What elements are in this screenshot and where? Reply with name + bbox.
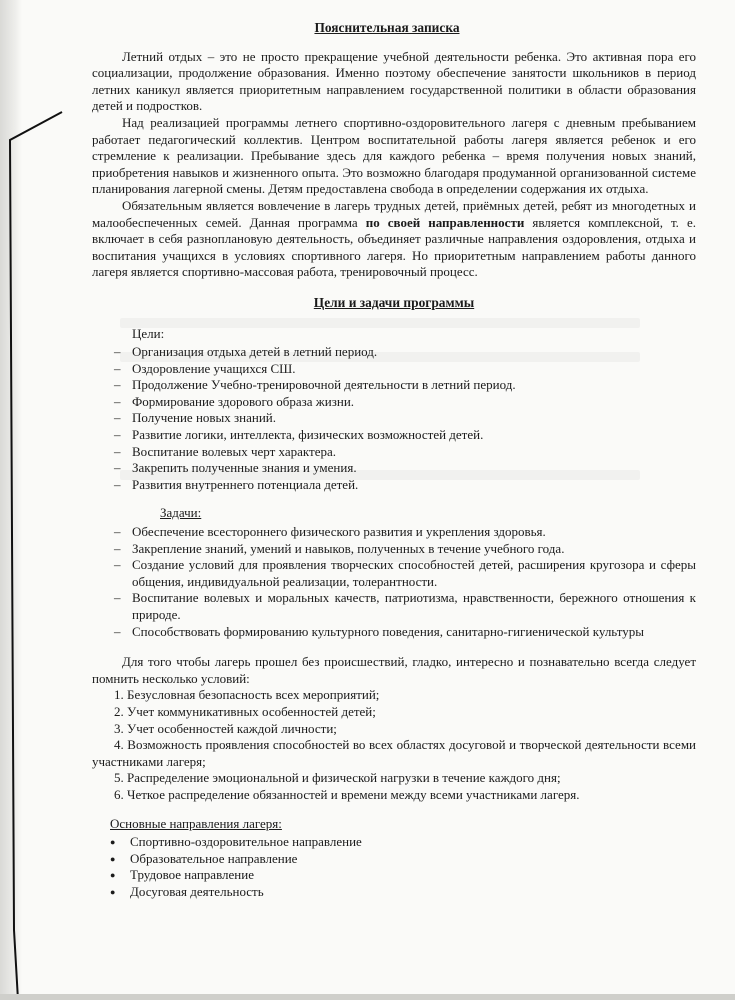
tasks-label: Задачи: (160, 505, 202, 521)
para3-text-end: является комплексной, т. е. включает в себя разноплановую деятельность, объединяет различные направления оздоровления, отдыха и воспитания учащихся в условиях спортивного лагеря. Но приоритетным направлением работы данного лагеря является спортивно-массовая работа, тренировочный процесс. (92, 214, 696, 280)
direction-item: ● Трудовое направление (92, 867, 696, 884)
goal-item: – Формирование здорового образа жизни. (92, 394, 696, 411)
condition-item: 4. Возможность проявления способностей во всех областях досуговой и творческой деятельности всеми участниками лагеря; (92, 737, 696, 769)
intro-paragraph-1: Летний отдых – это не просто прекращение учебной деятельности ребенка. Это активная пора его социализации, продолжение образования. Именно поэтому обеспечение занятости школьников в период летних каникул является приоритетным направлением государственной политики в области образования детей и подростков. (92, 48, 696, 114)
goal-item: – Продолжение Учебно-тренировочной деятельности в летний период. (92, 377, 696, 394)
goal-item: – Развитие логики, интеллекта, физических возможностей детей. (92, 427, 696, 444)
goals-label: Цели: (132, 325, 165, 341)
task-item: – Способствовать формированию культурного поведения, санитарно-гигиенической культуры (92, 624, 696, 641)
condition-item: 1. Безусловная безопасность всех мероприятий; (114, 687, 380, 703)
scan-edge-line (0, 0, 80, 1000)
goals-list (92, 344, 696, 493)
condition-item: 6. Четкое распределение обязанностей и времени между всеми участниками лагеря. (114, 786, 580, 802)
condition-item: 3. Учет особенностей каждой личности; (114, 720, 337, 736)
task-item: – Воспитание волевых и моральных качеств, патриотизма, нравственности, бережного отношения к природе. (92, 590, 696, 623)
goal-item: – Воспитание волевых черт характера. (92, 444, 696, 461)
intro-paragraph-3 (92, 198, 696, 281)
scan-bottom-edge (0, 994, 735, 1000)
document-body (92, 20, 696, 901)
goal-item: – Закрепить полученные знания и умения. (92, 460, 696, 477)
condition-item: 5. Распределение эмоциональной и физической нагрузки в течение каждого дня; (114, 770, 561, 786)
conditions-intro: Для того чтобы лагерь прошел без происшествий, гладко, интересно и познавательно всегда следует помнить несколько условий: (92, 654, 696, 686)
goal-item: – Получение новых знаний. (92, 410, 696, 427)
goal-item: – Организация отдыха детей в летний период. (92, 344, 696, 361)
tasks-list (92, 524, 696, 640)
direction-item: ● Спортивно-оздоровительное направление (92, 834, 696, 851)
direction-item: ● Образовательное направление (92, 851, 696, 868)
task-item: – Обеспечение всестороннего физического развития и укрепления здоровья. (92, 524, 696, 541)
conditions-block (92, 654, 696, 803)
page-title: Пояснительная записка (314, 20, 460, 35)
intro-paragraph-2: Над реализацией программы летнего спортивно-оздоровительного лагеря с дневным пребыванием работает педагогический коллектив. Центром воспитательной работы лагеря является ребенок и его стремление к реализации. Пребывание здесь для каждого ребенка – время получения новых знаний, приобретения навыков и жизненного опыта. Это возможно благодаря продуманной организованной системе планирования лагерной смены. Детям предоставлена свобода в определении содержания их отдыха. (92, 114, 696, 197)
para3-text-start: Обязательным является вовлечение в лагерь трудных детей, приёмных детей, ребят из многодетных и малообеспеченных семей. Данная программа (92, 197, 696, 230)
task-item: – Создание условий для проявления творческих способностей детей, расширения кругозора и сферы общения, индивидуальной реализации, толерантности. (92, 557, 696, 590)
directions-title: Основные направления лагеря: (110, 815, 282, 831)
goal-item: – Оздоровление учащихся СШ. (92, 361, 696, 378)
task-item: – Закрепление знаний, умений и навыков, полученных в течение учебного года. (92, 541, 696, 558)
direction-item: ● Досуговая деятельность (92, 884, 696, 901)
goals-section-title: Цели и задачи программы (313, 294, 475, 310)
para3-bold-phrase: по своей направленности (365, 214, 525, 230)
condition-item: 2. Учет коммуникативных особенностей детей; (114, 703, 376, 719)
goal-item: – Развития внутреннего потенциала детей. (92, 477, 696, 494)
directions-list (92, 834, 696, 900)
